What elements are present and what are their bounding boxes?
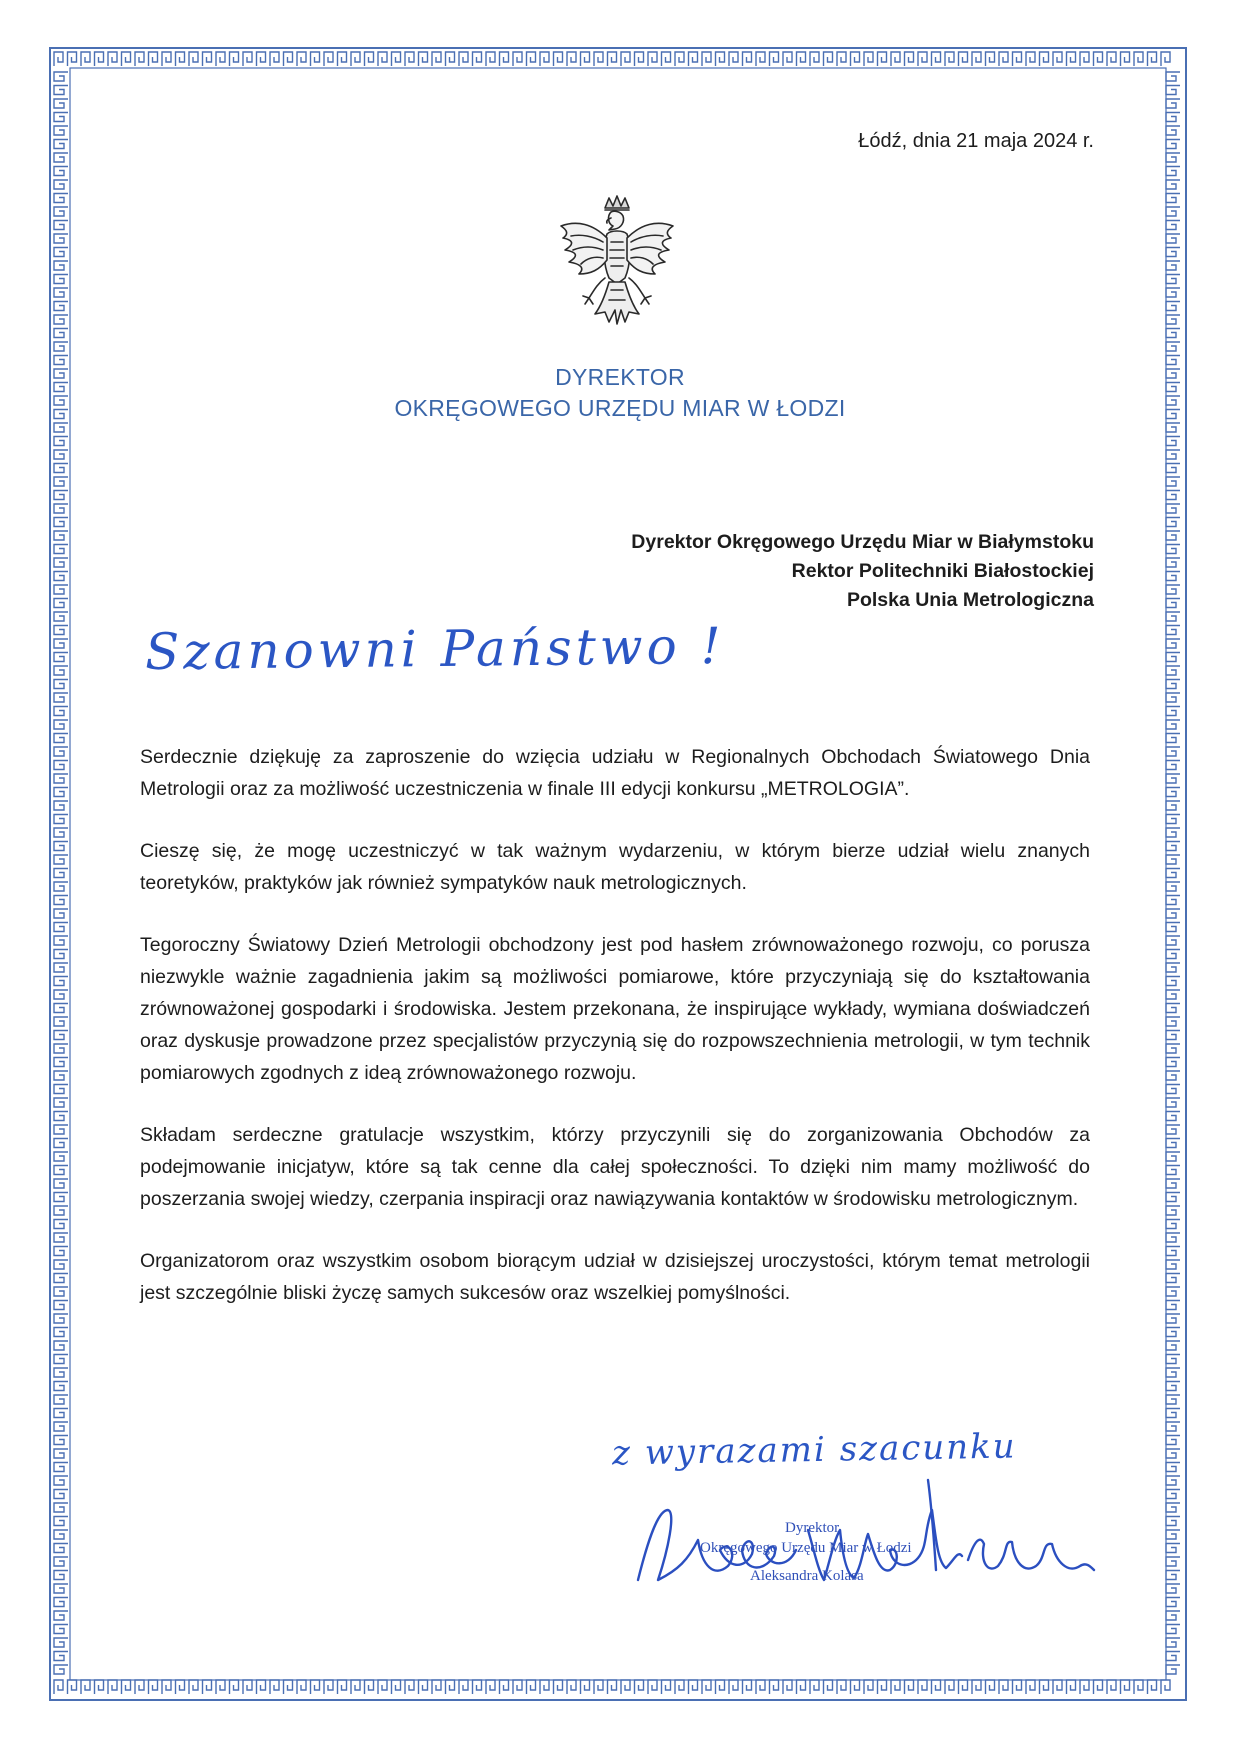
recipient-line: Dyrektor Okręgowego Urzędu Miar w Białymstoku xyxy=(631,531,1094,553)
recipients-block xyxy=(631,528,1094,615)
handwritten-salutation: Szanowni Państwo ! xyxy=(144,616,725,682)
stamp-title: Dyrektor xyxy=(785,1520,840,1536)
letter-body xyxy=(140,741,1090,1339)
body-paragraph: Cieszę się, że mogę uczestniczyć w tak ważnym wydarzeniu, w którym bierze udział wielu znanych teoretyków, praktyków jak również sympatyków nauk metrologicznych. xyxy=(140,840,1090,894)
handwritten-closing: z wyrazami szacunku xyxy=(611,1426,1017,1474)
body-paragraph: Tegoroczny Światowy Dzień Metrologii obchodzony jest pod hasłem zrównoważonego rozwoju, co porusza niezwykle ważnie zagadnienia jakim są możliwości pomiarowe, które przyczyniają się do kształtowania zrównoważonej gospodarki i środowiska. Jestem przekonana, że inspirujące wykłady, wymiana doświadczeń oraz dyskusje prowadzone przez specjalistów przyczynią się do rozpowszechnienia metrologii, w tym technik pomiarowych zgodnych z ideą zrównoważonego rozwoju. xyxy=(140,934,1090,1084)
stamp-office: Okręgowego Urzędu Miar w Łodzi xyxy=(700,1540,912,1556)
body-paragraph: Serdecznie dziękuję za zaproszenie do wzięcia udziału w Regionalnych Obchodach Światowego Dnia Metrologii oraz za możliwość uczestniczenia w finale III edycji konkursu „METROLOGIA”. xyxy=(140,746,1090,800)
authority-title: DYREKTOR xyxy=(555,364,685,390)
authority-heading xyxy=(0,362,1240,424)
recipient-line: Polska Unia Metrologiczna xyxy=(846,589,1094,611)
body-paragraph: Organizatorom oraz wszystkim osobom biorącym udział w dzisiejszej uroczystości, którym temat metrologii jest szczególnie bliski życzę samych sukcesów oraz wszelkiej pomyślności. xyxy=(140,1250,1090,1304)
polish-white-eagle-icon xyxy=(553,194,681,338)
date-line: Łódź, dnia 21 maja 2024 r. xyxy=(858,130,1094,152)
authority-office: OKRĘGOWEGO URZĘDU MIAR W ŁODZI xyxy=(394,395,846,421)
recipient-line: Rektor Politechniki Białostockiej xyxy=(791,560,1094,582)
body-paragraph: Składam serdeczne gratulacje wszystkim, którzy przyczynili się do zorganizowania Obchodów za podejmowanie inicjatyw, które są tak cenne dla całej społeczności. To dzięki nim mamy możliwość do poszerzania swojej wiedzy, czerpania inspiracji oraz nawiązywania kontaktów w środowisku metrologicznym. xyxy=(140,1124,1090,1210)
stamp-name: Aleksandra Kolasa xyxy=(750,1568,864,1584)
